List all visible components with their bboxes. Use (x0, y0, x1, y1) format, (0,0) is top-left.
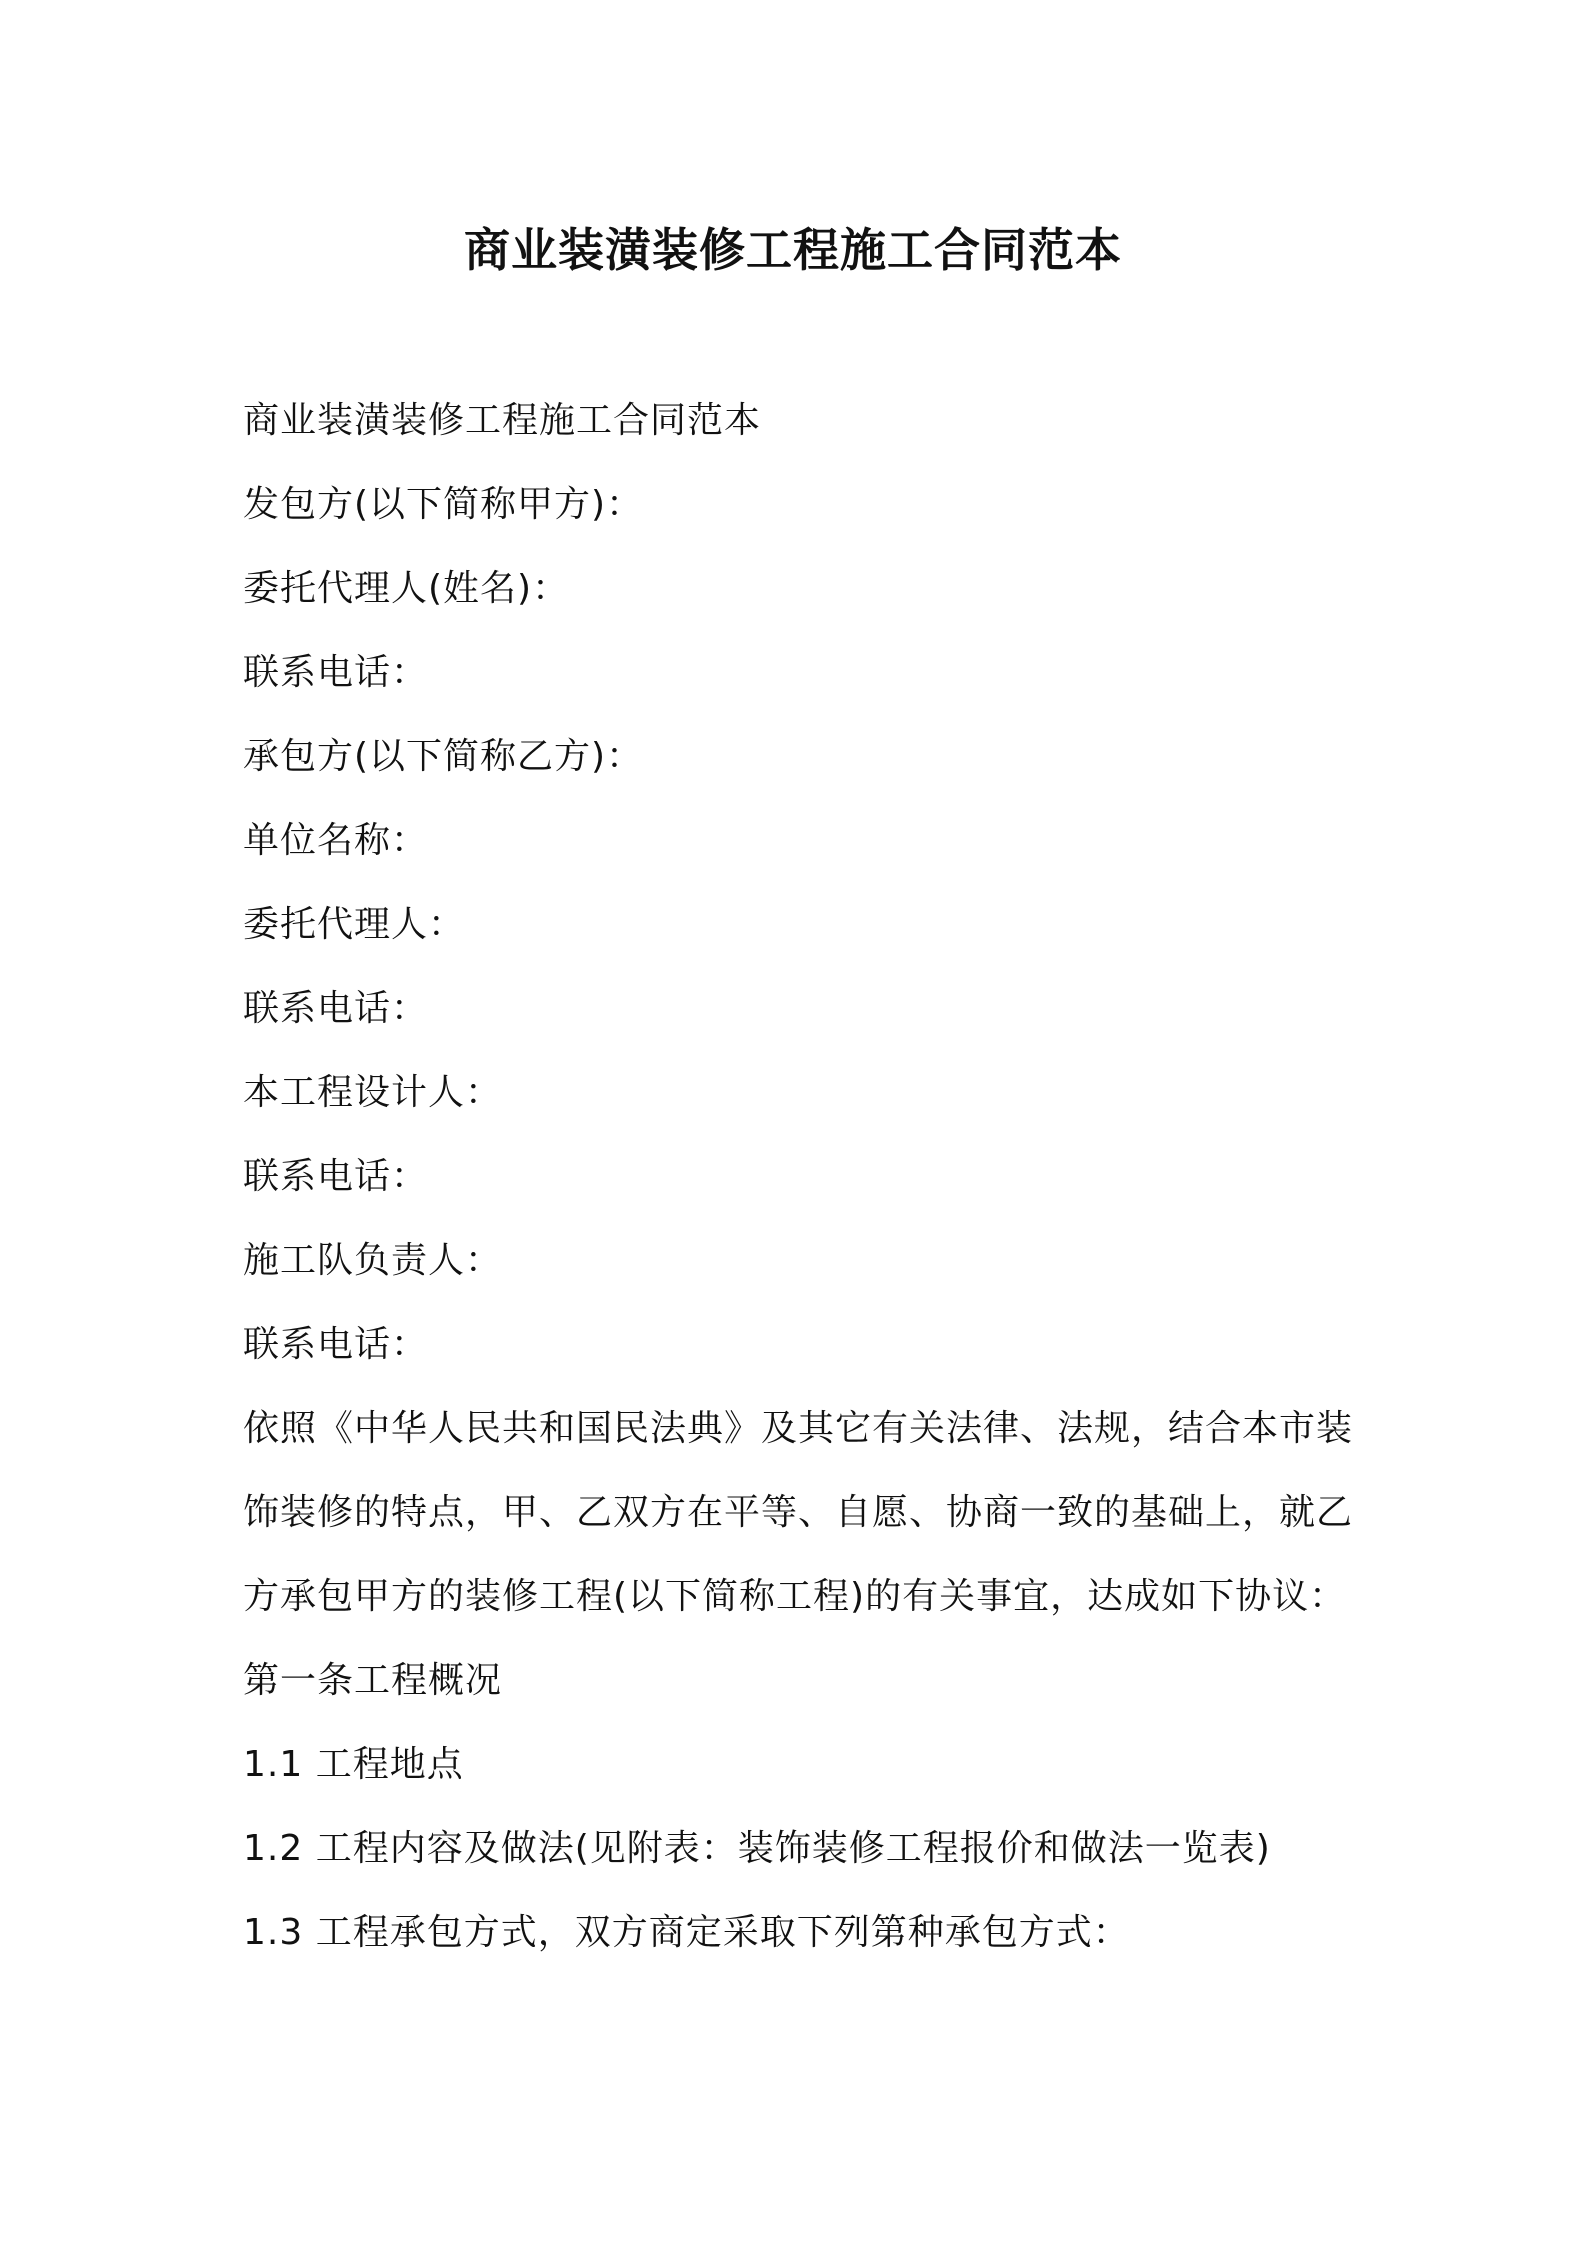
clause-1-1: 1.1 工程地点 (243, 1744, 464, 1785)
agent-field-label: 委托代理人： (243, 904, 466, 945)
agent-name-field-label: 委托代理人(姓名)： (243, 568, 570, 609)
paragraph-line: 方承包甲方的装修工程(以下简称工程)的有关事宜，达成如下协议： (243, 1576, 1347, 1617)
heading-line: 商业装潢装修工程施工合同范本 (243, 400, 762, 441)
document-title: 商业装潢装修工程施工合同范本 (464, 223, 1122, 277)
article-heading: 第一条工程概况 (243, 1660, 503, 1701)
company-name-field-label: 单位名称： (243, 820, 429, 861)
phone-field-label: 联系电话： (243, 652, 429, 693)
paragraph-line: 饰装修的特点，甲、乙双方在平等、自愿、协商一致的基础上，就乙 (243, 1492, 1354, 1533)
intro-paragraph (243, 1405, 1393, 1621)
phone-field-label: 联系电话： (243, 988, 429, 1029)
team-leader-field-label: 施工队负责人： (243, 1240, 503, 1281)
clause-1-3: 1.3 工程承包方式，双方商定采取下列第种承包方式： (243, 1912, 1130, 1953)
phone-field-label: 联系电话： (243, 1156, 429, 1197)
designer-field-label: 本工程设计人： (243, 1072, 503, 1113)
document-body (243, 397, 1393, 1993)
phone-field-label: 联系电话： (243, 1324, 429, 1365)
employer-field-label: 发包方(以下简称甲方)： (243, 484, 644, 525)
contractor-field-label: 承包方(以下简称乙方)： (243, 736, 644, 777)
clause-1-2: 1.2 工程内容及做法(见附表：装饰装修工程报价和做法一览表) (243, 1828, 1271, 1869)
paragraph-line: 依照《中华人民共和国民法典》及其它有关法律、法规，结合本市装 (243, 1408, 1354, 1449)
